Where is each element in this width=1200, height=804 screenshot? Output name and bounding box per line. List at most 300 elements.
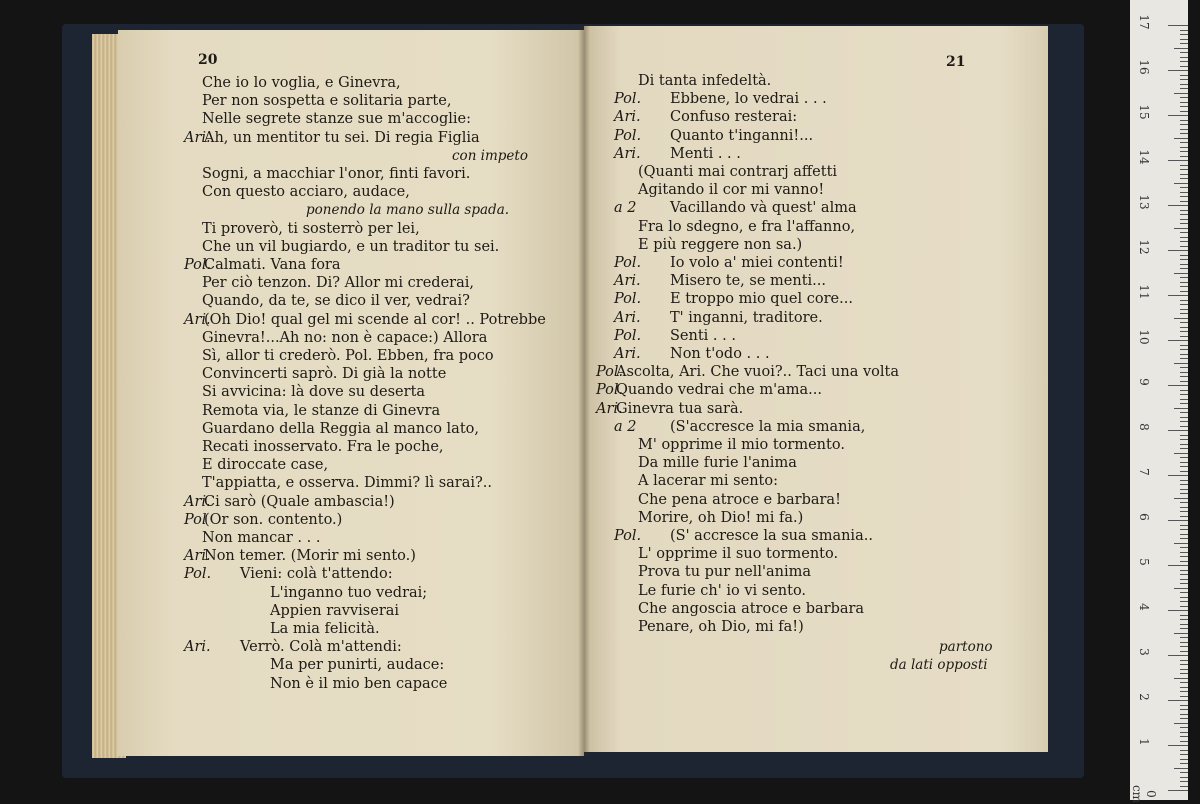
ruler-tick: [1168, 115, 1188, 116]
left-page: [118, 30, 584, 756]
ruler-label: 13: [1137, 194, 1151, 210]
text-line: [202, 529, 320, 547]
ruler-tick: [1180, 727, 1188, 728]
verse-text: Ci sarò (Quale ambascia!): [204, 493, 395, 510]
verse-text: Ah, un mentitor tu sei. Di regia Figlia: [204, 129, 480, 146]
ruler-tick: [1180, 399, 1188, 400]
ruler-tick: [1180, 754, 1188, 755]
speaker-label: Ari.: [184, 493, 211, 510]
ruler-tick: [1174, 768, 1188, 769]
ruler-tick: [1180, 552, 1188, 553]
ruler-tick: [1168, 565, 1188, 566]
ruler-tick: [1180, 439, 1188, 440]
text-line: [596, 400, 743, 418]
ruler-label: 16: [1137, 59, 1151, 75]
ruler-label: 2: [1137, 693, 1151, 701]
ruler-tick: [1180, 511, 1188, 512]
ruler-tick: [1180, 637, 1188, 638]
ruler-tick: [1180, 601, 1188, 602]
speaker-label: Ari.: [614, 273, 641, 290]
ruler-tick: [1180, 97, 1188, 98]
text-line: [614, 145, 741, 163]
ruler-tick: [1180, 435, 1188, 436]
verse-text: Con questo acciaro, audace,: [202, 184, 410, 201]
verse-text: A lacerar mi sento:: [638, 473, 778, 490]
ruler-tick: [1180, 556, 1188, 557]
ruler-tick: [1180, 493, 1188, 494]
ruler-tick: [1168, 475, 1188, 476]
speaker-label: Pol.: [614, 255, 642, 271]
ruler-tick: [1168, 790, 1188, 791]
measuring-ruler: [1130, 0, 1188, 804]
ruler-tick: [1180, 219, 1188, 220]
ruler-tick: [1180, 480, 1188, 481]
text-line: [184, 493, 395, 511]
ruler-tick: [1180, 201, 1188, 202]
verse-text: Agitando il cor mi vanno!: [638, 182, 825, 199]
ruler-tick: [1180, 39, 1188, 40]
ruler-tick: [1180, 750, 1188, 751]
ruler-tick: [1180, 714, 1188, 715]
ruler-tick: [1180, 147, 1188, 148]
verse-text: (S'accresce la mia smania,: [670, 418, 866, 435]
ruler-tick: [1180, 336, 1188, 337]
ruler-tick: [1168, 610, 1188, 611]
ruler-tick: [1180, 705, 1188, 706]
ruler-tick: [1180, 151, 1188, 152]
ruler-tick: [1168, 520, 1188, 521]
text-line: [202, 183, 410, 201]
ruler-tick: [1180, 718, 1188, 719]
stage-direction: ponendo la mano sulla spada.: [306, 202, 510, 219]
ruler-tick: [1180, 34, 1188, 35]
ruler-tick: [1180, 223, 1188, 224]
text-line: [202, 165, 470, 183]
ruler-tick: [1168, 430, 1188, 431]
ruler-label: 10: [1137, 329, 1151, 345]
text-line: [638, 545, 838, 563]
ruler-tick: [1180, 291, 1188, 292]
speaker-label: Pol.: [614, 91, 642, 108]
ruler-tick: [1180, 628, 1188, 629]
ruler-tick: [1180, 462, 1188, 463]
text-line: [596, 363, 899, 381]
text-line: [614, 309, 823, 327]
text-line: [184, 311, 546, 329]
speaker-label: Ari.: [184, 311, 211, 328]
verse-text: Per non sospetta e solitaria parte,: [202, 93, 452, 110]
ruler-tick: [1180, 322, 1188, 323]
ruler-tick: [1174, 48, 1188, 49]
ruler-tick: [1180, 651, 1188, 652]
ruler-tick: [1180, 111, 1188, 112]
ruler-tick: [1180, 606, 1188, 607]
page-number-right: 21: [946, 54, 966, 70]
text-line: [184, 547, 416, 565]
verse-text: Guardano della Reggia al manco lato,: [202, 420, 479, 437]
verse-text: Recati inosservato. Fra le poche,: [202, 439, 444, 455]
text-line: [614, 527, 873, 545]
ruler-tick: [1180, 214, 1188, 215]
ruler-tick: [1180, 642, 1188, 643]
text-line: [202, 365, 446, 383]
ruler-tick: [1174, 633, 1188, 634]
ruler-tick: [1180, 75, 1188, 76]
text-line: [638, 72, 771, 90]
ruler-tick: [1174, 318, 1188, 319]
text-line: [596, 381, 822, 399]
ruler-tick: [1180, 403, 1188, 404]
text-line: [202, 420, 479, 438]
ruler-tick: [1168, 250, 1188, 251]
ruler-tick: [1180, 624, 1188, 625]
ruler-label: 3: [1137, 648, 1151, 656]
ruler-tick: [1180, 417, 1188, 418]
verse-text: Ma per punirti, audace:: [270, 657, 445, 674]
ruler-label: 14: [1137, 149, 1151, 165]
text-line: [638, 563, 811, 581]
ruler-tick: [1180, 372, 1188, 373]
verse-text: Ginevra tua sarà.: [616, 400, 744, 417]
ruler-tick: [1180, 264, 1188, 265]
ruler-tick: [1180, 237, 1188, 238]
text-line: [614, 127, 813, 145]
verse-text: (Oh Dio! qual gel mi scende al cor! .. Potrebbe: [204, 311, 546, 328]
ruler-tick: [1180, 457, 1188, 458]
verse-text: Non mancar . . .: [202, 530, 321, 546]
verse-text: Nelle segrete stanze sue m'accoglie:: [202, 111, 471, 128]
verse-text: Appien ravviserai: [270, 602, 400, 619]
ruler-tick: [1168, 745, 1188, 746]
text-line: [202, 110, 471, 128]
ruler-label: 17: [1137, 14, 1151, 30]
ruler-tick: [1180, 736, 1188, 737]
verse-text: (Quanti mai contrarj affetti: [638, 164, 838, 180]
verse-text: Le furie ch' io vi sento.: [638, 582, 807, 599]
ruler-tick: [1180, 763, 1188, 764]
ruler-tick: [1180, 142, 1188, 143]
ruler-label: 8: [1137, 423, 1151, 431]
ruler-tick: [1180, 169, 1188, 170]
ruler-tick: [1180, 66, 1188, 67]
verse-text: Convincerti saprò. Di già la notte: [202, 366, 447, 383]
ruler-tick: [1174, 228, 1188, 229]
text-line: [614, 199, 857, 217]
text-line: [638, 509, 803, 527]
text-line: [614, 254, 844, 272]
ruler-tick: [1180, 583, 1188, 584]
ruler-label: 7: [1137, 468, 1151, 476]
text-line: [202, 383, 425, 401]
speaker-label: Pol.: [184, 566, 212, 583]
ruler-tick: [1180, 547, 1188, 548]
verse-text: T' inganni, traditore.: [670, 309, 823, 326]
ruler-tick: [1180, 394, 1188, 395]
ruler-tick: [1180, 88, 1188, 89]
ruler-tick: [1180, 561, 1188, 562]
text-line: [202, 238, 499, 256]
ruler-tick: [1180, 759, 1188, 760]
text-line: [184, 565, 393, 583]
ruler-label: 12: [1137, 239, 1151, 255]
ruler-tick: [1180, 178, 1188, 179]
ruler-tick: [1174, 408, 1188, 409]
verse-text: Remota via, le stanze di Ginevra: [202, 402, 441, 419]
ruler-tick: [1180, 30, 1188, 31]
text-line: [270, 602, 399, 620]
speaker-label: Ari.: [184, 548, 211, 565]
ruler-tick: [1180, 426, 1188, 427]
ruler-tick: [1180, 187, 1188, 188]
speaker-label: Ari.: [614, 309, 641, 326]
ruler-label: 11: [1137, 284, 1151, 300]
ruler-tick: [1180, 259, 1188, 260]
ruler-tick: [1180, 133, 1188, 134]
text-line: [614, 327, 736, 345]
verse-text: Verrò. Colà m'attendi:: [240, 639, 402, 656]
verse-text: (S' accresce la sua smania..: [670, 528, 873, 544]
ruler-tick: [1180, 646, 1188, 647]
verse-text: Confuso resterai:: [670, 109, 798, 126]
book-gutter: [578, 26, 590, 756]
ruler-tick: [1180, 619, 1188, 620]
text-line: [614, 345, 770, 363]
ruler-tick: [1180, 525, 1188, 526]
ruler-tick: [1180, 268, 1188, 269]
speaker-label: Pol.: [614, 528, 642, 544]
verse-text: Non temer. (Morir mi sento.): [204, 548, 416, 565]
text-line: [638, 472, 778, 490]
text-line: [184, 129, 480, 147]
verse-text: Vacillando và quest' alma: [670, 200, 857, 217]
ruler-tick: [1180, 579, 1188, 580]
ruler-tick: [1180, 210, 1188, 211]
ruler-tick: [1180, 786, 1188, 787]
ruler-tick: [1180, 241, 1188, 242]
verse-text: Ascolta, Ari. Che vuoi?.. Taci una volta: [616, 364, 899, 381]
ruler-tick: [1168, 70, 1188, 71]
text-line: [638, 491, 841, 509]
ruler-tick: [1180, 376, 1188, 377]
ruler-tick: [1168, 160, 1188, 161]
speaker-label: Pol.: [614, 327, 642, 344]
verse-text: Quanto t'inganni!...: [670, 127, 814, 144]
ruler-tick: [1180, 484, 1188, 485]
speaker-label: Ari.: [614, 145, 641, 162]
speaker-label: Ari.: [184, 129, 211, 146]
ruler-tick: [1180, 120, 1188, 121]
ruler-tick: [1180, 84, 1188, 85]
verse-text: Misero te, se menti...: [670, 273, 826, 290]
speaker-label: Pol.: [614, 291, 642, 308]
verse-text: Che un vil bugiardo, e un traditor tu sei.: [202, 238, 500, 255]
verse-text: Fra lo sdegno, e fra l'affanno,: [638, 218, 856, 235]
ruler-tick: [1180, 129, 1188, 130]
verse-text: M' opprime il mio tormento.: [638, 437, 845, 453]
ruler-tick: [1174, 138, 1188, 139]
stage-direction: con impeto: [452, 147, 528, 164]
stage-direction-opposite-sides: da lati opposti: [890, 657, 988, 673]
ruler-tick: [1180, 300, 1188, 301]
verse-text: L'inganno tuo vedrai;: [270, 584, 428, 601]
ruler-tick: [1180, 57, 1188, 58]
text-line: [184, 638, 402, 656]
text-line: [638, 181, 824, 199]
text-line: [638, 582, 806, 600]
ruler-tick: [1168, 700, 1188, 701]
verse-text: E troppo mio quel core...: [670, 291, 853, 308]
text-line: [202, 402, 440, 420]
ruler-tick: [1168, 340, 1188, 341]
speaker-label: Pol: [184, 511, 207, 528]
ruler-tick: [1168, 385, 1188, 386]
ruler-tick: [1180, 732, 1188, 733]
ruler-tick: [1180, 43, 1188, 44]
ruler-tick: [1180, 358, 1188, 359]
ruler-tick: [1180, 592, 1188, 593]
ruler-tick: [1180, 574, 1188, 575]
ruler-tick: [1180, 354, 1188, 355]
ruler-tick: [1174, 273, 1188, 274]
verse-text: E più reggere non sa.): [638, 236, 803, 253]
ruler-tick: [1180, 421, 1188, 422]
ruler-tick: [1180, 174, 1188, 175]
ruler-label: 15: [1137, 104, 1151, 120]
verse-text: Menti . . .: [670, 145, 741, 162]
verse-text: Non t'odo . . .: [670, 346, 770, 362]
ruler-tick: [1174, 363, 1188, 364]
ruler-tick: [1180, 507, 1188, 508]
ruler-tick: [1180, 502, 1188, 503]
ruler-tick: [1180, 246, 1188, 247]
text-line: [614, 272, 826, 290]
ruler-tick: [1180, 412, 1188, 413]
ruler-tick: [1180, 448, 1188, 449]
verse-text: Sogni, a macchiar l'onor, finti favori.: [202, 166, 471, 182]
ruler-tick: [1180, 381, 1188, 382]
text-line: [614, 418, 865, 436]
ruler-tick: [1180, 196, 1188, 197]
text-line: [202, 274, 474, 292]
ruler-tick: [1174, 498, 1188, 499]
ruler-tick: [1168, 655, 1188, 656]
ruler-tick: [1174, 678, 1188, 679]
ruler-tick: [1180, 615, 1188, 616]
ruler-tick: [1180, 232, 1188, 233]
verse-text: Calmati. Vana fora: [204, 257, 341, 273]
verse-text: Penare, oh Dio, mi fa!): [638, 619, 804, 635]
ruler-tick: [1174, 453, 1188, 454]
ruler-tick: [1180, 687, 1188, 688]
verse-text: Ebbene, lo vedrai . . .: [670, 91, 827, 108]
ruler-tick: [1180, 367, 1188, 368]
ruler-tick: [1180, 390, 1188, 391]
ruler-tick: [1180, 106, 1188, 107]
ruler-tick: [1180, 349, 1188, 350]
ruler-label: 1: [1137, 738, 1151, 746]
stage-direction-partono: partono: [939, 639, 993, 655]
ruler-tick: [1180, 124, 1188, 125]
text-line: [614, 290, 853, 308]
text-line: [270, 656, 444, 674]
text-line: [202, 292, 470, 310]
ruler-tick: [1180, 781, 1188, 782]
page-number-left: 20: [198, 52, 218, 68]
verse-text: Si avvicina: là dove su deserta: [202, 384, 426, 401]
verse-text: Prova tu pur nell'anima: [638, 564, 811, 581]
speaker-label: Pol.: [596, 382, 624, 399]
verse-text: La mia felicità.: [270, 621, 380, 637]
ruler-tick: [1168, 205, 1188, 206]
text-line: [638, 436, 845, 454]
text-line: [638, 218, 855, 236]
ruler-tick: [1180, 282, 1188, 283]
ruler-tick: [1180, 102, 1188, 103]
ruler-label: 5: [1137, 558, 1151, 566]
ruler-tick: [1180, 741, 1188, 742]
verse-text: T'appiatta, e osserva. Dimmi? lì sarai?..: [202, 475, 492, 492]
ruler-tick: [1174, 183, 1188, 184]
verse-text: L' opprime il suo tormento.: [638, 546, 839, 563]
ruler-tick: [1180, 664, 1188, 665]
ruler-tick: [1180, 444, 1188, 445]
text-line: [638, 236, 802, 254]
verse-text: E diroccate case,: [202, 457, 329, 474]
ruler-tick: [1168, 25, 1188, 26]
text-line: [638, 454, 797, 472]
ruler-tick: [1180, 345, 1188, 346]
verse-text: Senti . . .: [670, 327, 736, 344]
text-line: [184, 256, 341, 274]
ruler-tick: [1180, 313, 1188, 314]
ruler-tick: [1174, 588, 1188, 589]
ruler-label: 9: [1137, 378, 1151, 386]
ruler-tick: [1180, 597, 1188, 598]
verse-text: Ti proverò, ti sosterrò per lei,: [202, 220, 420, 237]
verse-text: Quando, da te, se dico il ver, vedrai?: [202, 293, 470, 310]
ruler-tick: [1180, 61, 1188, 62]
text-line: [202, 329, 487, 347]
speaker-label: Ari.: [614, 346, 641, 362]
text-line: [638, 618, 804, 636]
ruler-tick: [1180, 286, 1188, 287]
ruler-tick: [1174, 543, 1188, 544]
ruler-tick: [1168, 295, 1188, 296]
verse-text: Che angoscia atroce e barbara: [638, 600, 865, 617]
ruler-tick: [1180, 304, 1188, 305]
text-line: [202, 456, 328, 474]
verse-text: Non è il mio ben capace: [270, 675, 448, 692]
verse-text: Morire, oh Dio! mi fa.): [638, 509, 804, 526]
text-line: [202, 74, 401, 92]
verse-text: Che io lo voglia, e Ginevra,: [202, 75, 401, 91]
ruler-tick: [1180, 529, 1188, 530]
verse-text: Da mille furie l'anima: [638, 455, 797, 472]
ruler-tick: [1180, 165, 1188, 166]
verse-text: Di tanta infedeltà.: [638, 73, 772, 89]
speaker-label: Pol.: [596, 364, 624, 381]
ruler-tick: [1180, 570, 1188, 571]
verse-text: Vieni: colà t'attendo:: [240, 566, 393, 583]
speaker-label: Ari.: [184, 639, 211, 656]
speaker-label: Pol.: [184, 257, 212, 273]
verse-text: Ginevra!...Ah no: non è capace:) Allora: [202, 329, 488, 346]
text-line: [270, 675, 447, 693]
text-line: [184, 511, 342, 529]
ruler-tick: [1180, 696, 1188, 697]
ruler-tick: [1180, 277, 1188, 278]
text-line: [202, 347, 494, 365]
